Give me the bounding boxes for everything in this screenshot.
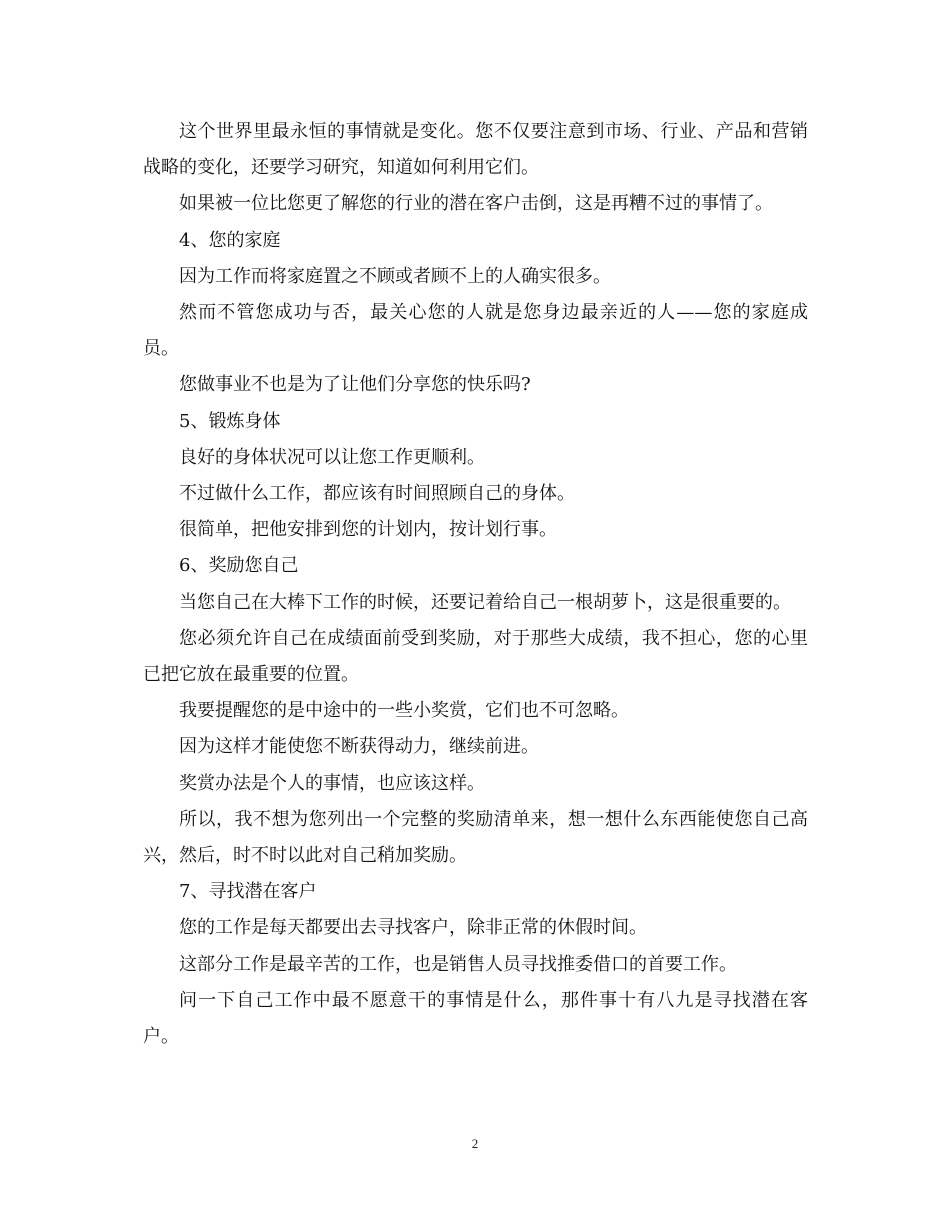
section-heading: 5、锻炼身体	[179, 410, 281, 432]
paragraph: 良好的身体状况可以让您工作更顺利。	[179, 446, 485, 468]
body-text	[143, 114, 808, 1055]
paragraph: 这部分工作是最辛苦的工作，也是销售人员寻找推委借口的首要工作。	[179, 953, 737, 975]
section-heading: 4、您的家庭	[179, 229, 281, 251]
paragraph: 很简单，把他安排到您的计划内，按计划行事。	[179, 519, 557, 541]
paragraph: 奖赏办法是个人的事情，也应该这样。	[179, 772, 485, 794]
paragraph: 如果被一位比您更了解您的行业的潜在客户击倒，这是再糟不过的事情了。	[179, 193, 773, 215]
paragraph: 然而不管您成功与否，最关心您的人就是您身边最亲近的人——您的家庭成员。	[143, 302, 808, 360]
paragraph: 您做事业不也是为了让他们分享您的快乐吗?	[179, 374, 531, 396]
paragraph: 因为这样才能使您不断获得动力，继续前进。	[179, 736, 539, 758]
paragraph: 所以，我不想为您列出一个完整的奖励清单来，想一想什么东西能使您自己高兴，然后，时不时以此对自己稍加奖励。	[143, 808, 808, 867]
paragraph: 问一下自己工作中最不愿意干的事情是什么，那件事十有八九是寻找潜在客户。	[143, 989, 808, 1048]
paragraph: 不过做什么工作，都应该有时间照顾自己的身体。	[179, 483, 575, 505]
paragraph: 这个世界里最永恒的事情就是变化。您不仅要注意到市场、行业、产品和营销战略的变化，还要学习研究，知道如何利用它们。	[143, 121, 808, 179]
paragraph: 我要提醒您的是中途中的一些小奖赏，它们也不可忽略。	[179, 700, 629, 722]
section-heading: 7、寻找潜在客户	[179, 881, 317, 903]
paragraph: 您的工作是每天都要出去寻找客户，除非正常的休假时间。	[179, 917, 647, 939]
paragraph: 当您自己在大棒下工作的时候，还要记着给自己一根胡萝卜，这是很重要的。	[179, 591, 791, 613]
page-number: 2	[471, 1136, 479, 1151]
paragraph: 您必须允许自己在成绩面前受到奖励，对于那些大成绩，我不担心，您的心里已把它放在最重要的位置。	[143, 627, 808, 686]
paragraph: 因为工作而将家庭置之不顾或者顾不上的人确实很多。	[179, 265, 611, 287]
section-heading: 6、奖励您自己	[179, 555, 299, 577]
